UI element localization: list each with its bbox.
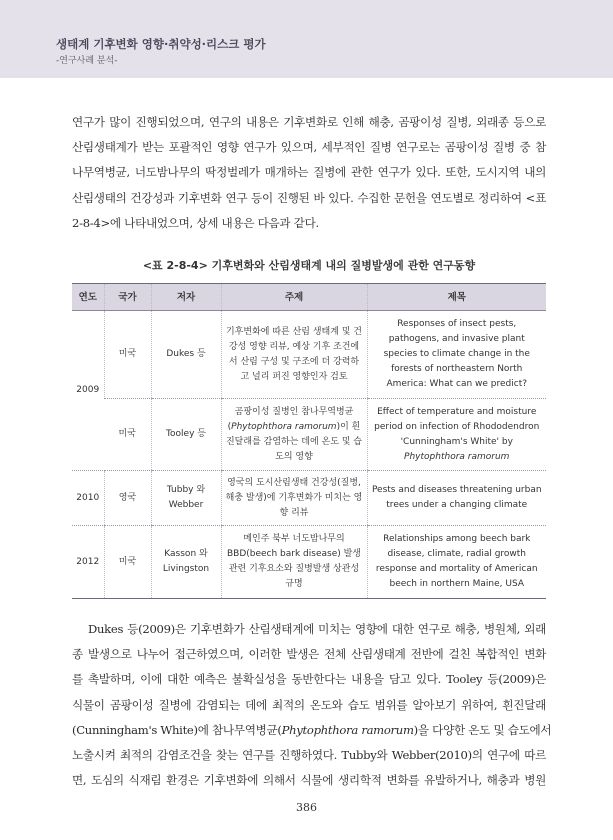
text-line: 노출시켜 최적의 감염조건을 찾는 연구를 진행하였다. Tubby와 Webber(2010)의 연구에 따르 bbox=[72, 748, 546, 763]
cell-author: Tubby 와 Webber bbox=[151, 471, 221, 526]
text-line: 산림생태계가 받는 포괄적인 영향 연구가 있으며, 세부적인 질병 연구로는 곰팡이성 질병 중 참 bbox=[72, 140, 546, 155]
text-line: 종 발생으로 나누어 접근하였으며, 이러한 발생은 전체 산림생태계 전반에 걸친 복합적인 변화 bbox=[72, 647, 546, 662]
body-paragraph bbox=[72, 617, 552, 793]
table-row bbox=[72, 311, 546, 399]
text-line: 2-8-4>에 나타내었으며, 상세 내용은 다음과 같다. bbox=[72, 215, 319, 230]
table-row bbox=[72, 399, 546, 471]
research-trends-table bbox=[72, 283, 546, 599]
cell-title: Pests and diseases threatening urban trees under a changing climate bbox=[367, 471, 546, 526]
cell-title: Relationships among beech bark disease, climate, radial growth response and mortality of American beech in northern Maine, USA bbox=[367, 526, 546, 599]
text-line: 연구가 많이 진행되었으며, 연구의 내용은 기후변화로 인해 해충, 곰팡이성 질병, 외래종 등으로 bbox=[72, 115, 546, 129]
col-header-year: 연도 bbox=[72, 284, 104, 311]
cell-country: 미국 bbox=[104, 311, 151, 399]
title-text: Effect of temperature and moisture period on infection of Rhododendron 'Cunningham's White' by bbox=[374, 406, 540, 447]
species-name: Phytophthora ramorum bbox=[231, 421, 337, 432]
text-line: 를 촉발하며, 이에 대한 예측은 불확실성을 동반한다는 내용을 담고 있다. Tooley 등(2009)은 bbox=[72, 672, 546, 687]
col-header-country: 국가 bbox=[104, 284, 151, 311]
running-subtitle: -연구사례 분석- bbox=[56, 56, 118, 66]
text-line: Dukes 등(2009)은 기후변화가 산림생태계에 미치는 영향에 대한 연구로 해충, 병원체, 외래 bbox=[88, 622, 546, 636]
table-row bbox=[72, 526, 546, 599]
col-header-topic: 주제 bbox=[221, 284, 367, 311]
species-name: Phytophthora ramorum bbox=[404, 451, 510, 462]
text-fragment: (Cunningham's White)에 참나무역병균( bbox=[72, 722, 282, 737]
col-header-author: 저자 bbox=[151, 284, 221, 311]
running-title: 생태계 기후변화 영향·취약성·리스크 평가 bbox=[56, 37, 266, 51]
cell-author: Kasson 와 Livingston bbox=[151, 526, 221, 599]
cell-country: 영국 bbox=[104, 471, 151, 526]
topic-text: 곰팡이성 질병인 참나무역병균 ( bbox=[227, 406, 354, 432]
text-line: 식물이 곰팡이성 질병에 감염되는 데에 최적의 온도와 습도 범위를 알아보기 위하여, 흰진달래 bbox=[72, 697, 546, 712]
text-fragment: )을 다양한 온도 및 습도에서 bbox=[413, 722, 552, 737]
cell-year: 2012 bbox=[72, 526, 104, 599]
cell-topic: 영국의 도시산림생태 건강성(질병, 해충 발생)에 기후변화가 미치는 영향 리뷰 bbox=[221, 471, 367, 526]
cell-title bbox=[367, 399, 546, 471]
col-header-title: 제목 bbox=[367, 284, 546, 311]
species-name: Phytophthora ramorum bbox=[281, 722, 414, 737]
text-line: 나무역병균, 너도밤나무의 딱정벌레가 매개하는 질병에 관한 연구가 있다. 또한, 도시지역 내의 bbox=[72, 165, 546, 180]
table-row bbox=[72, 471, 546, 526]
cell-year: 2010 bbox=[72, 471, 104, 526]
cell-year: 2009 bbox=[72, 311, 104, 471]
cell-country: 미국 bbox=[104, 399, 151, 471]
table-caption: <표 2-8-4> 기후변화와 산림생태계 내의 질병발생에 관한 연구동향 bbox=[142, 259, 476, 272]
page-number: 386 bbox=[296, 801, 317, 814]
text-line: 면, 도심의 식재림 환경은 기후변화에 의해서 식물에 생리학적 변화를 유발하거나, 해충과 병원 bbox=[72, 773, 546, 788]
cell-author: Tooley 등 bbox=[151, 399, 221, 471]
intro-paragraph bbox=[72, 110, 546, 236]
cell-topic bbox=[221, 399, 367, 471]
text-line: 산림생태의 건강성과 기후변화 연구 등이 진행된 바 있다. 수집한 문헌을 연도별로 정리하여 <표 bbox=[72, 190, 546, 205]
cell-title: Responses of insect pests, pathogens, and invasive plant species to climate change in the forests of northeastern North America: What can we predict? bbox=[367, 311, 546, 399]
topic-text: )이 흰진달래를 감염하는 데에 온도 및 습도의 영향 bbox=[225, 421, 363, 462]
cell-author: Dukes 등 bbox=[151, 311, 221, 399]
text-line bbox=[72, 718, 552, 743]
cell-country: 미국 bbox=[104, 526, 151, 599]
cell-topic: 기후변화에 따른 산림 생태계 및 건강성 영향 리뷰, 예상 기후 조건에서 산림 구성 및 구조에 더 강력하고 널리 퍼진 영향인자 검토 bbox=[221, 311, 367, 399]
cell-topic: 메인주 북부 너도밤나무의 BBD(beech bark disease) 발생 관련 기후요소와 질병발생 상관성 규명 bbox=[221, 526, 367, 599]
page-header-band bbox=[0, 0, 613, 78]
table-header-row bbox=[72, 284, 546, 311]
